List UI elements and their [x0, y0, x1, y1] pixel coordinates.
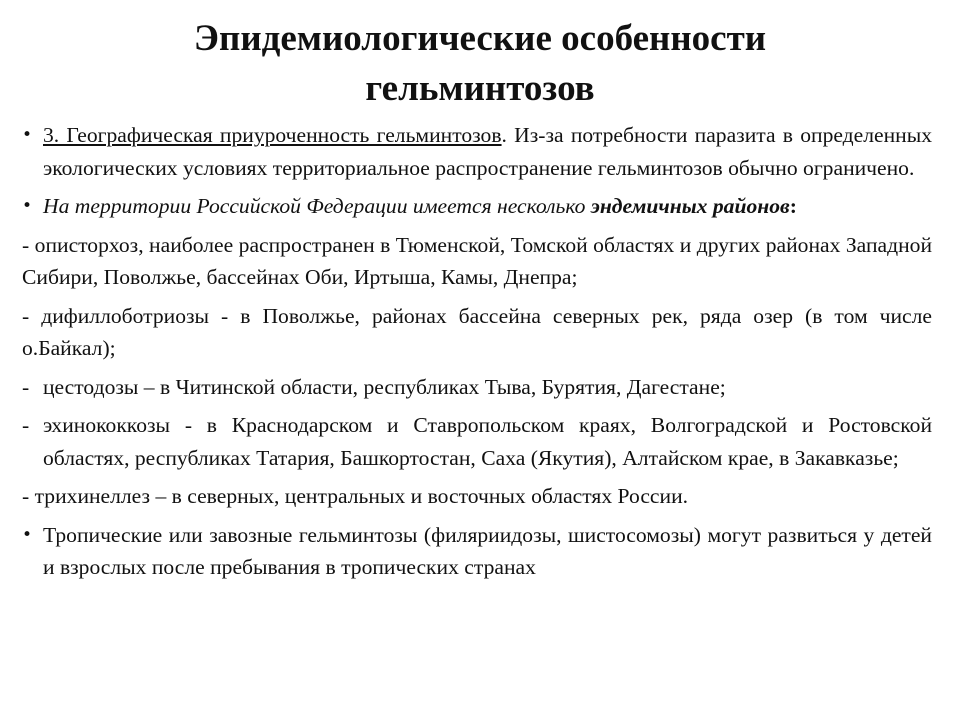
- slide-title: [0, 14, 960, 114]
- bullet-icon: •: [22, 196, 33, 216]
- dash-marker: -: [22, 413, 30, 437]
- paragraph-endemic-intro: [22, 190, 932, 223]
- tropical-text: Тропические или завозные гельминтозы (филяриидозы, шистосомозы) могут развиться у детей и взрослых после пребывания в тропических странах: [43, 522, 932, 579]
- geographic-heading: 3. Географическая приуроченность гельминтозов: [43, 123, 502, 147]
- endemic-colon: :: [789, 194, 797, 218]
- bullet-icon: •: [22, 125, 33, 145]
- cestodoses-text: цестодозы – в Читинской области, республиках Тыва, Бурятия, Дагестане;: [43, 374, 726, 399]
- endemic-intro-text: На территории Российской Федерации имеется несколько: [43, 194, 591, 218]
- endemic-regions-term: эндемичных районов: [590, 194, 790, 218]
- geographic-text: . Из-за потребности паразита в определенных экологических условиях территориальное распространение гельминтозов обычно ограничено.: [43, 123, 933, 180]
- dash-marker: -: [22, 374, 30, 399]
- paragraph-geographic: [22, 119, 932, 184]
- slide-content: [22, 119, 932, 590]
- paragraph-cestodoses: [22, 371, 932, 404]
- slide-title-line-1: Эпидемиологические особенности: [193, 18, 767, 59]
- paragraph-tropical: [22, 519, 932, 584]
- paragraph-opisthorchiasis: - описторхоз, наиболее распространен в Тюменской, Томской областях и других районах Западной Сибири, Поволжье, бассейнах Оби, Иртыша, Камы, Днепра;: [22, 232, 932, 289]
- slide-title-line-2: гельминтозов: [365, 68, 595, 109]
- echinococcosis-text: эхинококкозы - в Краснодарском и Ставропольском краях, Волгоградской и Ростовской областях, республиках Татария, Башкортостан, Саха (Якутия), Алтайском крае, в Закавказье;: [43, 413, 932, 470]
- paragraph-echinococcosis: [22, 409, 932, 474]
- paragraph-trichinellosis: - трихинеллез – в северных, центральных и восточных областях России.: [22, 484, 689, 508]
- bullet-icon: •: [22, 524, 33, 545]
- paragraph-diphyllobothriasis: - дифиллоботриозы - в Поволжье, районах бассейна северных рек, ряда озер (в том числе о.Байкал);: [22, 303, 932, 360]
